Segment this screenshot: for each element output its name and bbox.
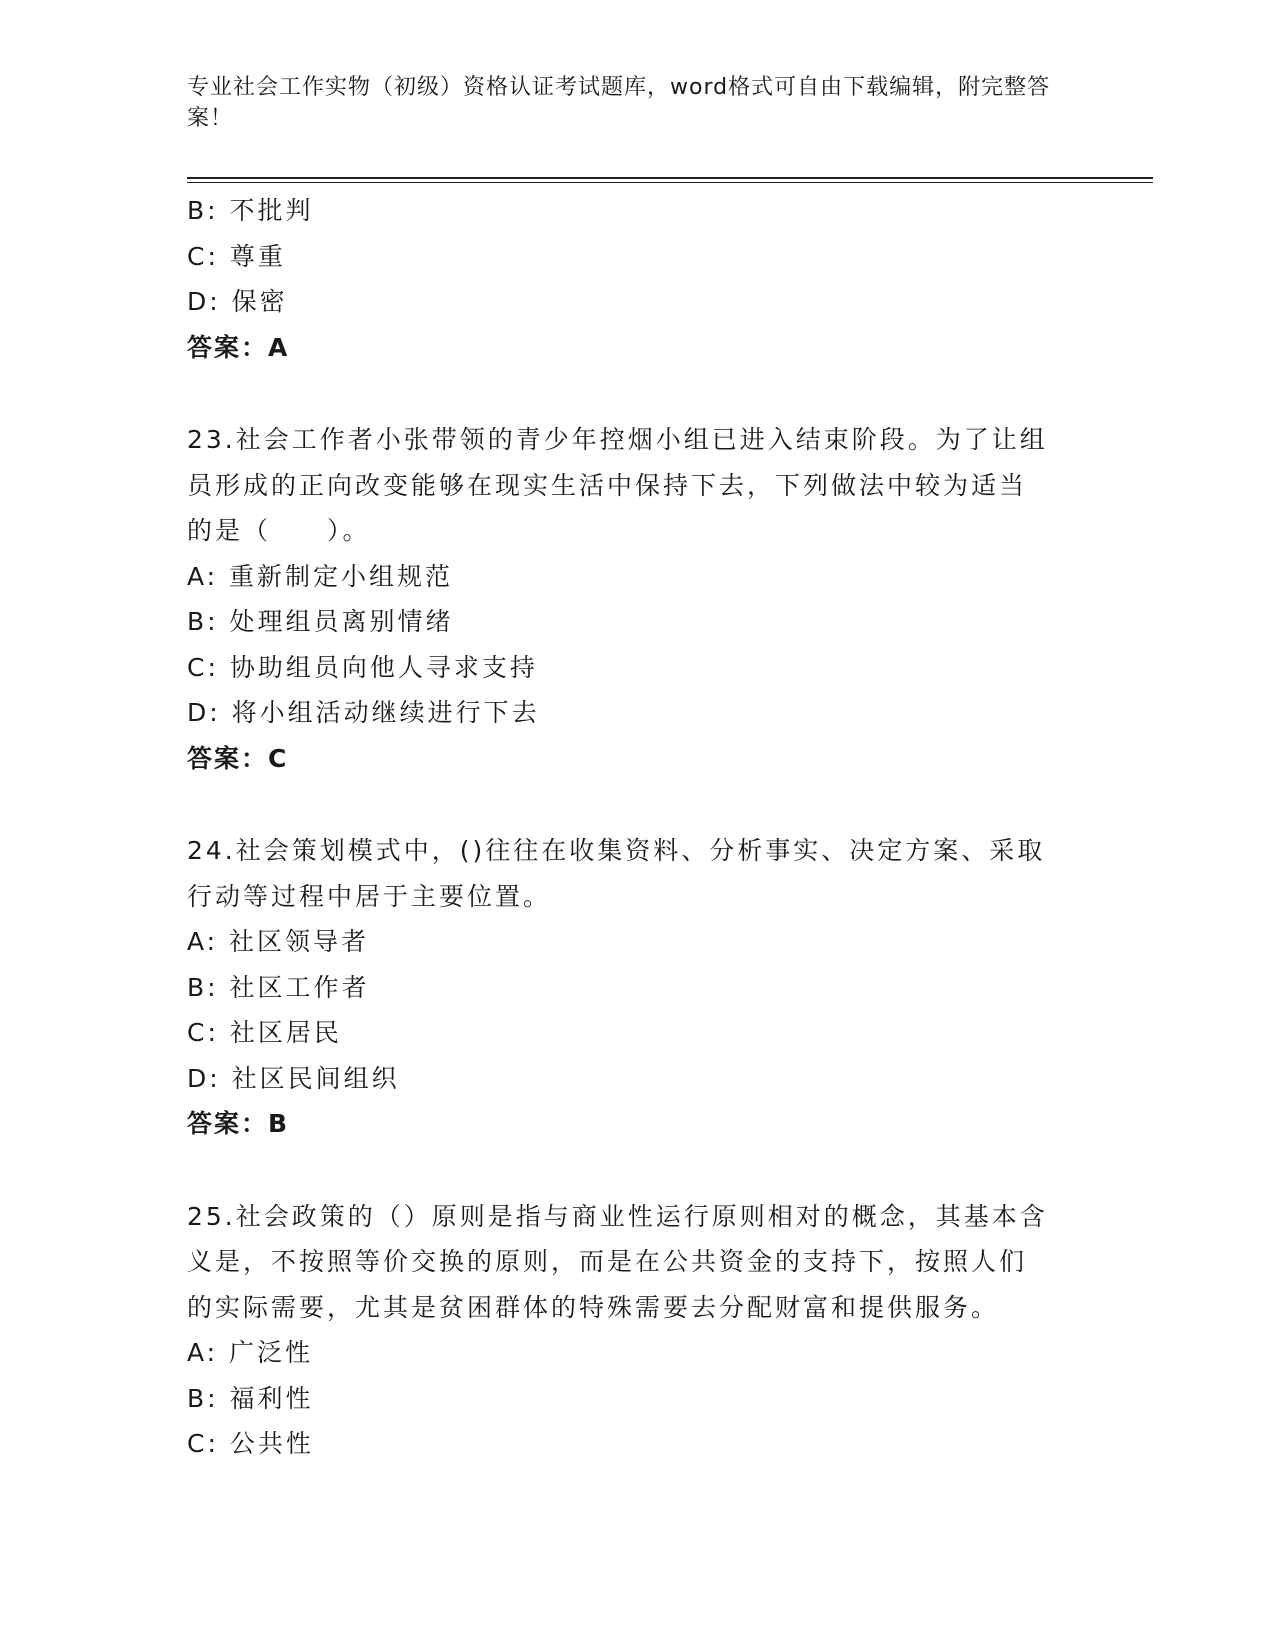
document-header: 专业社会工作实物（初级）资格认证考试题库，word格式可自由下载编辑，附完整答案！ — [187, 75, 1051, 131]
option-line: B: 处理组员离别情绪 — [187, 607, 454, 636]
question-23-line: 的是（ ）。 — [187, 516, 371, 545]
option-line: B: 不批判 — [187, 196, 314, 225]
question-23-line: 23.社会工作者小张带领的青少年控烟小组已进入结束阶段。为了让组 — [187, 425, 1048, 454]
option-line: C: 社区居民 — [187, 1018, 342, 1047]
header-rule-thin — [187, 182, 1153, 183]
question-23-line: 员形成的正向改变能够在现实生活中保持下去，下列做法中较为适当 — [187, 470, 1028, 500]
question-24-line: 行动等过程中居于主要位置。 — [187, 881, 552, 911]
option-line: B: 福利性 — [187, 1383, 314, 1413]
option-line: D: 保密 — [187, 287, 288, 316]
answer-line: 答案：A — [187, 332, 290, 362]
option-line: C: 协助组员向他人寻求支持 — [187, 652, 538, 682]
answer-line: 答案：C — [187, 743, 289, 773]
option-line: D: 将小组活动继续进行下去 — [187, 698, 540, 727]
question-25-line: 的实际需要，尤其是贫困群体的特殊需要去分配财富和提供服务。 — [187, 1292, 1000, 1322]
question-25-line: 义是，不按照等价交换的原则，而是在公共资金的支持下，按照人们 — [187, 1247, 1028, 1276]
option-line: A: 广泛性 — [187, 1338, 314, 1367]
question-25-line: 25.社会政策的（）原则是指与商业性运行原则相对的概念，其基本含 — [187, 1201, 1048, 1231]
option-line: C: 尊重 — [187, 241, 286, 271]
header-rule-thick — [187, 177, 1153, 179]
question-content — [187, 188, 1087, 1467]
answer-line: 答案：B — [187, 1109, 290, 1138]
option-line: A: 重新制定小组规范 — [187, 561, 454, 591]
option-line: C: 公共性 — [187, 1429, 314, 1458]
option-line: A: 社区领导者 — [187, 927, 370, 956]
question-24-line: 24.社会策划模式中，()往往在收集资料、分析事实、决定方案、采取 — [187, 836, 1046, 865]
option-line: D: 社区民间组织 — [187, 1063, 400, 1093]
option-line: B: 社区工作者 — [187, 972, 370, 1002]
